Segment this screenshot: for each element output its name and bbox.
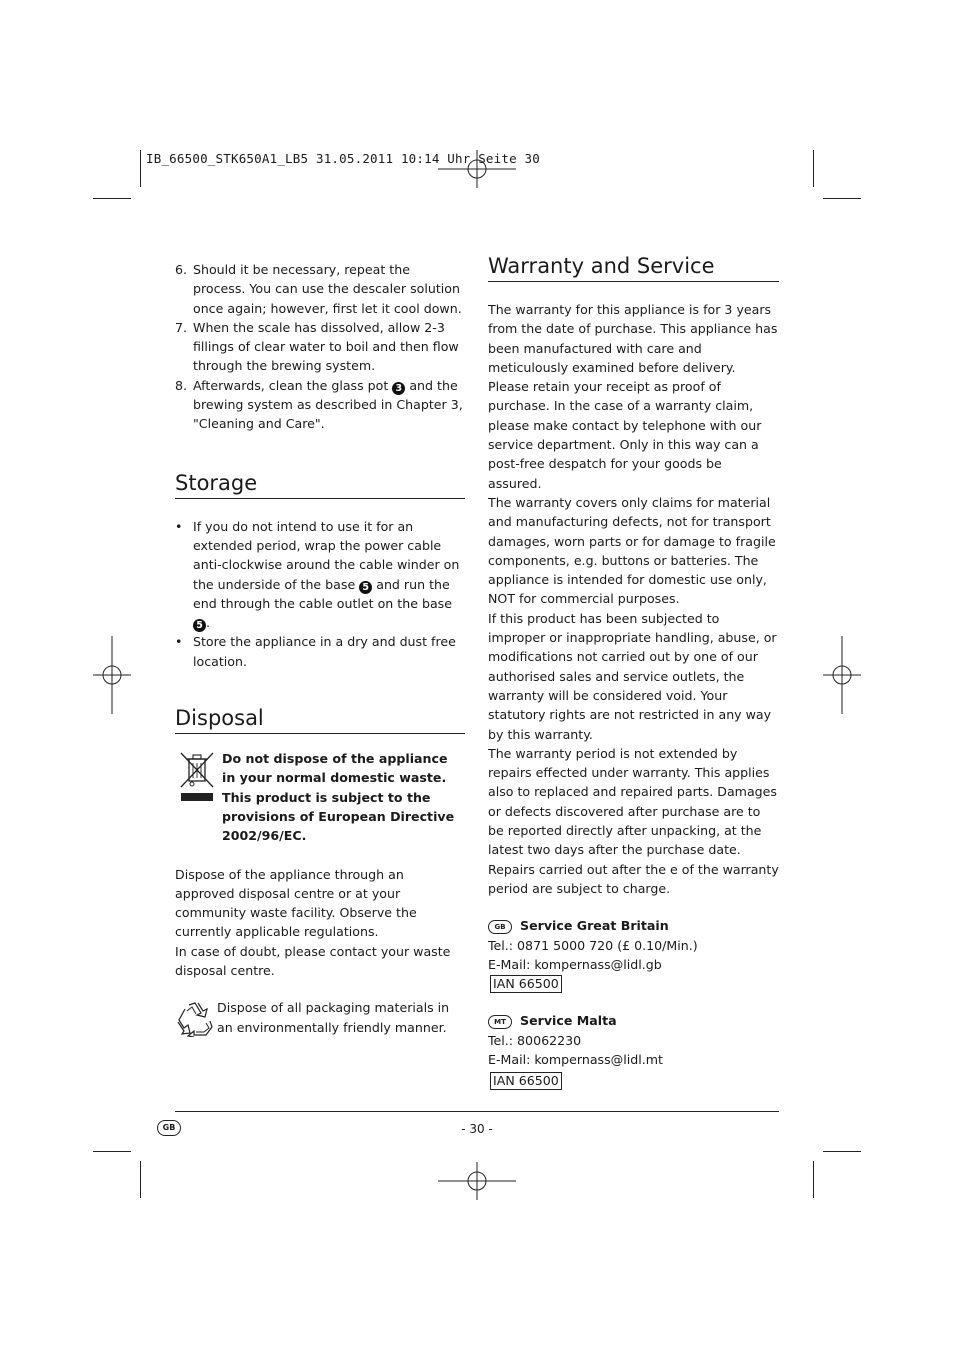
warranty-paragraph: Please retain your receipt as proof of purchase. In the case of a warranty claim, please make contact by telephone with our service department. Only in this way can a post-free despatch for your goods be assured. bbox=[488, 379, 762, 491]
service-email: E-Mail: kompernass@lidl.mt bbox=[488, 1051, 663, 1067]
service-email: E-Mail: kompernass@lidl.gb bbox=[488, 956, 662, 972]
page-number: - 30 - bbox=[461, 1122, 493, 1136]
disposal-warning-text: Do not dispose of the appliance in your normal domestic waste. This product is subject to the provisions of European Directive 2002/96/EC. bbox=[222, 751, 455, 844]
bullet-text: . bbox=[206, 615, 211, 631]
warranty-paragraph: The warranty period is not extended by repairs effected under warranty. This applies also to replaced and repaired parts. Damages or defects discovered after purchase are to be reported directly after unpacking, at the latest two days after the purchase date. Repairs carried out after the e of the warranty period are subject to charge. bbox=[488, 745, 779, 896]
service-title: Service Malta bbox=[520, 1013, 617, 1029]
crop-mark bbox=[140, 150, 141, 187]
service-tel: Tel.: 80062230 bbox=[488, 1032, 582, 1048]
step-text: Afterwards, clean the glass pot bbox=[193, 377, 389, 393]
storage-bullet bbox=[175, 632, 465, 671]
warranty-paragraph: The warranty covers only claims for material and manufacturing defects, not for transport damages, worn parts or for damage to fragile components, e.g. buttons or batteries. The appliance is intended for domestic use only, NOT for commercial purposes. bbox=[488, 494, 776, 607]
part-ref-badge: 5 bbox=[193, 619, 206, 632]
registration-mark-icon bbox=[438, 150, 516, 188]
right-column bbox=[488, 253, 779, 1091]
crop-mark bbox=[93, 1151, 131, 1152]
step-text: and the brewing system as described in Chapter 3, "Cleaning and Care". bbox=[193, 377, 463, 432]
step-number: 7. bbox=[175, 319, 188, 335]
ian-box: IAN 66500 bbox=[490, 975, 562, 993]
disposal-heading: Disposal bbox=[175, 705, 465, 734]
recycle-note bbox=[175, 998, 465, 1038]
part-ref-badge: 5 bbox=[359, 581, 372, 594]
service-mt bbox=[488, 1011, 779, 1090]
crop-mark bbox=[823, 198, 861, 199]
crop-mark bbox=[813, 150, 814, 187]
step-7 bbox=[175, 318, 465, 376]
country-badge: GB bbox=[157, 1120, 181, 1136]
step-number: 8. bbox=[175, 377, 188, 393]
storage-list bbox=[175, 517, 465, 671]
registration-mark-icon bbox=[438, 1162, 516, 1200]
disposal-paragraph: In case of doubt, please contact your waste disposal centre. bbox=[175, 943, 451, 979]
footer-rule bbox=[175, 1111, 779, 1112]
service-gb bbox=[488, 916, 779, 993]
storage-bullet bbox=[175, 517, 465, 633]
crop-mark bbox=[93, 198, 131, 199]
bullet-icon: • bbox=[175, 634, 183, 650]
warranty-paragraph: If this product has been subjected to improper or inappropriate handling, abuse, or modifications not carried out by one of our authorised sales and service outlets, the warranty will be considered void. Your statutory rights are not restricted in any way by this warranty. bbox=[488, 610, 777, 742]
left-column bbox=[175, 260, 465, 1038]
registration-mark-icon bbox=[823, 636, 861, 714]
crossed-out-bin-icon bbox=[179, 751, 215, 803]
storage-heading: Storage bbox=[175, 470, 465, 499]
bullet-text: and run the end through the cable outlet on the base bbox=[193, 576, 452, 611]
bullet-text: Store the appliance in a dry and dust free location. bbox=[193, 634, 456, 669]
step-number: 6. bbox=[175, 262, 188, 277]
step-8 bbox=[175, 376, 465, 434]
step-6 bbox=[175, 260, 465, 318]
service-tel: Tel.: 0871 5000 720 (£ 0.10/Min.) bbox=[488, 937, 698, 953]
disposal-warning bbox=[175, 749, 465, 845]
crop-mark bbox=[140, 1161, 141, 1198]
disposal-paragraph: Dispose of the appliance through an approved disposal centre or at your community waste facility. Observe the currently applicable regulations. bbox=[175, 866, 417, 940]
recycle-text: Dispose of all packaging materials in an environmentally friendly manner. bbox=[217, 1000, 450, 1035]
step-text: Should it be necessary, repeat the process. You can use the descaler solution once again; however, first let it cool down. bbox=[193, 262, 462, 316]
step-text: When the scale has dissolved, allow 2-3 fillings of clear water to boil and then flow through the brewing system. bbox=[193, 319, 459, 374]
registration-mark-icon bbox=[93, 636, 131, 714]
crop-mark bbox=[823, 1151, 861, 1152]
country-flag-gb: GB bbox=[488, 920, 512, 934]
bullet-icon: • bbox=[175, 518, 183, 534]
recycle-icon bbox=[176, 1001, 214, 1037]
print-header: IB_66500_STK650A1_LB5 31.05.2011 10:14 Uhr Seite 30 bbox=[146, 151, 541, 166]
part-ref-badge: 3 bbox=[392, 382, 405, 395]
bullet-text: If you do not intend to use it for an extended period, wrap the power cable anti-clockwise around the cable winder on the underside of the base bbox=[193, 518, 460, 592]
warranty-heading: Warranty and Service bbox=[488, 253, 779, 282]
warranty-paragraph: The warranty for this appliance is for 3 years from the date of purchase. This appliance has been manufactured with care and meticulously examined before delivery. bbox=[488, 302, 778, 375]
crop-mark bbox=[813, 1161, 814, 1198]
service-title: Service Great Britain bbox=[520, 918, 669, 934]
ian-box: IAN 66500 bbox=[490, 1072, 562, 1090]
country-flag-mt: MT bbox=[488, 1015, 512, 1029]
